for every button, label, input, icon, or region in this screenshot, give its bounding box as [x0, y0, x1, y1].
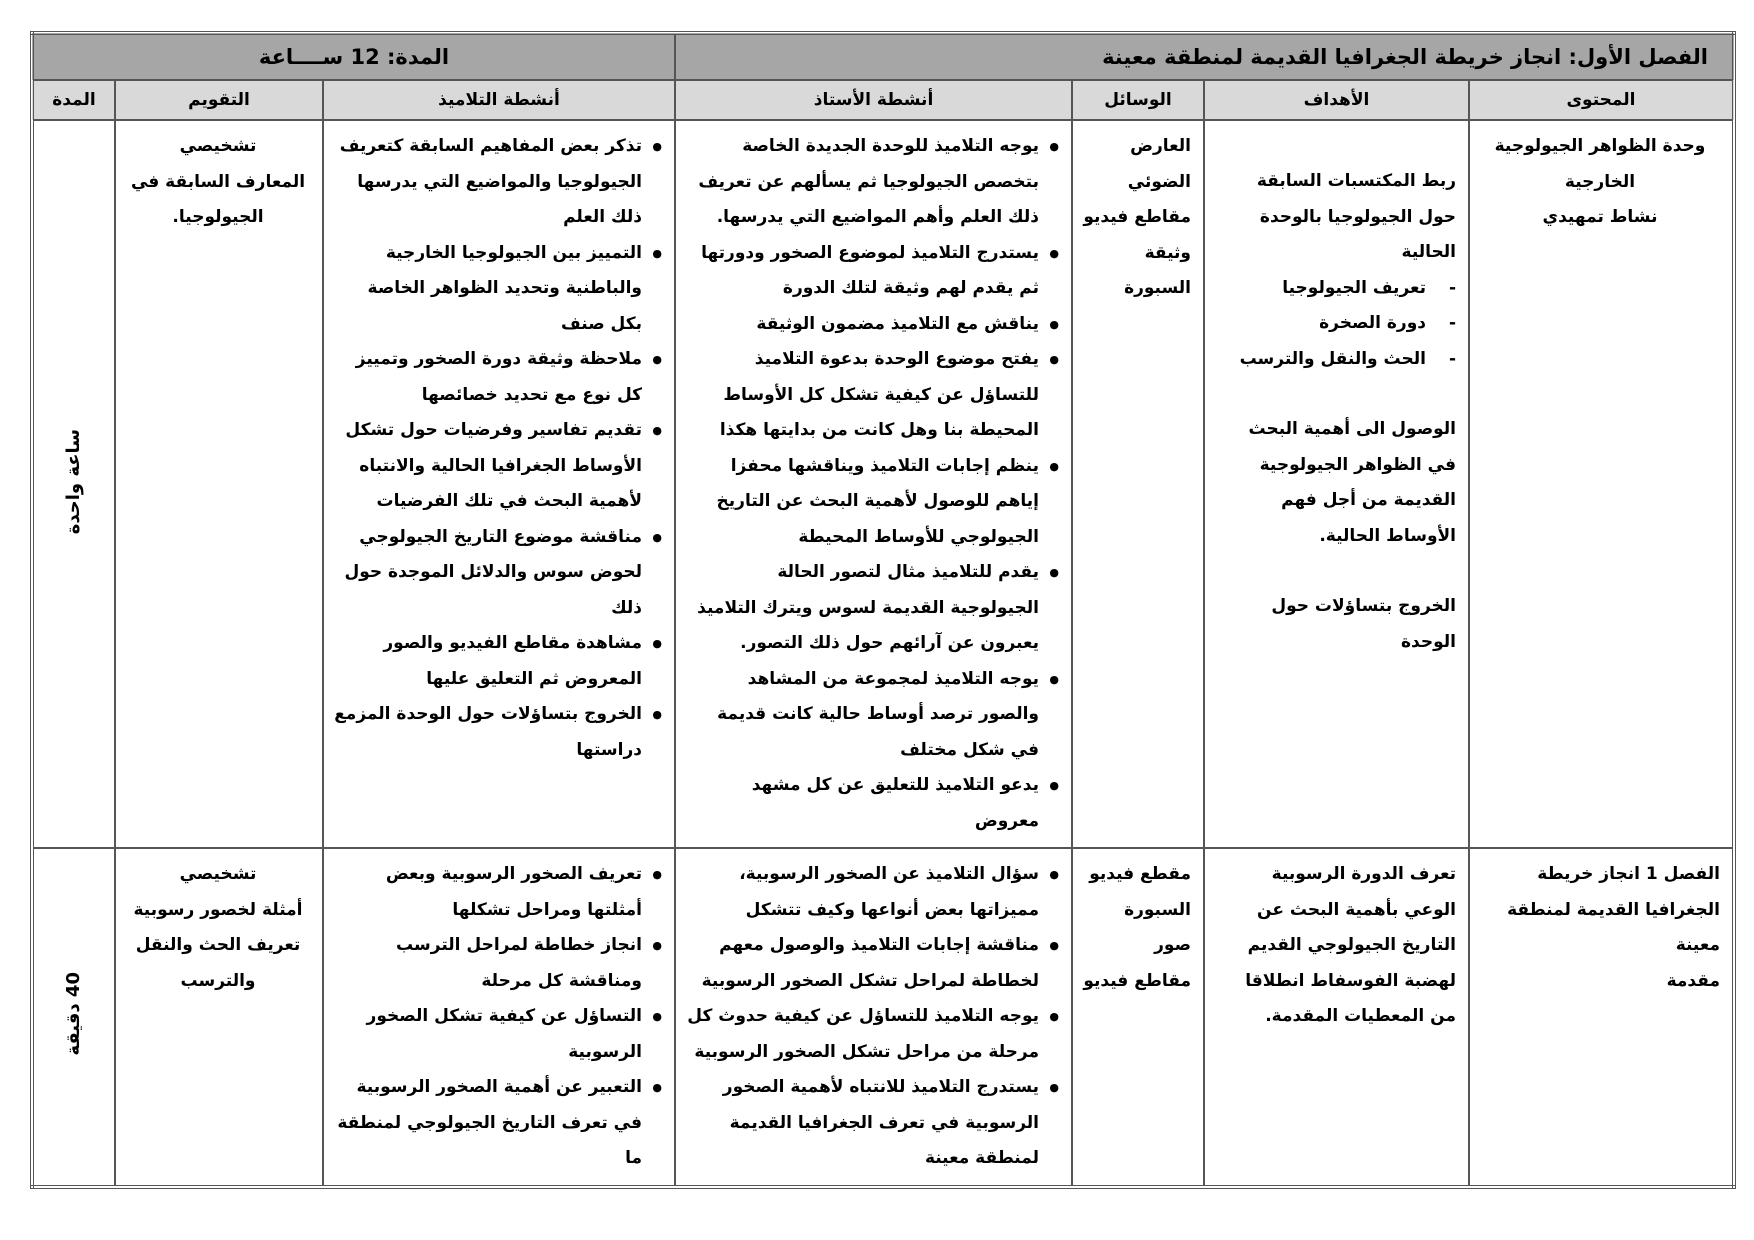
evaluation-line: تشخيصي — [179, 136, 257, 156]
content-line: مقدمة — [1666, 970, 1720, 991]
list-item: ● يفتح موضوع الوحدة بدعوة التلاميذ للتساؤل عن كيفية تشكل كل الأوساط المحيطة بنا وهل كانت من بدايتها هكذا — [686, 342, 1059, 449]
objectives-cell — [1204, 848, 1469, 1187]
duration-label: ساعة واحدة — [63, 428, 85, 535]
content-cell — [1469, 848, 1734, 1187]
list-item: ● تقديم تفاسير وفرضيات حول تشكل الأوساط الجغرافيا الحالية والانتباه لأهمية البحث في تلك الفرضيات — [334, 413, 662, 520]
content-line: الخارجية — [1564, 171, 1636, 192]
evaluation-cell — [115, 848, 323, 1187]
objectives-cell — [1204, 120, 1469, 848]
student-activities-list — [334, 129, 662, 768]
means-item: مقطع فيديو — [1089, 864, 1191, 884]
teacher-activities-list — [686, 857, 1059, 1177]
means-item: السبورة — [1124, 278, 1191, 298]
list-item: ● التعبير عن أهمية الصخور الرسوبية في تعرف التاريخ الجيولوجي لمنطقة ما — [334, 1070, 662, 1177]
header-content: المحتوى — [1469, 80, 1734, 120]
list-item: ● مشاهدة مقاطع الفيديو والصور المعروض ثم التعليق عليها — [334, 626, 662, 697]
means-item: صور — [1154, 935, 1191, 955]
list-item: ● يوجه التلاميذ للوحدة الجديدة الخاصة بتخصص الجيولوجيا ثم يسألهم عن تعريف ذلك العلم وأهم المواضيع التي يدرسها. — [686, 129, 1059, 236]
content-line: الجغرافيا القديمة لمنطقة — [1507, 899, 1720, 920]
list-item: ● انجاز خطاطة لمراحل الترسب ومناقشة كل مرحلة — [334, 928, 662, 999]
list-item: ● يدعو التلاميذ للتعليق عن كل مشهد معروض — [686, 768, 1059, 839]
list-item: ● يستدرج التلاميذ للانتباه لأهمية الصخور الرسوبية في تعرف الجغرافيا القديمة لمنطقة معينة — [686, 1070, 1059, 1177]
evaluation-line: تشخيصي — [179, 864, 257, 884]
lesson-plan-table — [30, 31, 1736, 1189]
objective-paragraph: الوصول الى أهمية البحث في الظواهر الجيولوجية القديمة من أجل فهم الأوساط الحالية. — [1248, 419, 1456, 546]
table-row — [32, 848, 1734, 1187]
title-band — [32, 33, 1734, 80]
means-cell — [1072, 120, 1204, 848]
duration-cell — [32, 848, 115, 1187]
header-evaluation: التقويم — [115, 80, 323, 120]
total-duration: المدة: 12 ســــاعة — [32, 33, 675, 80]
objective-list — [1215, 271, 1456, 378]
evaluation-cell — [115, 120, 323, 848]
means-item: وثيقة — [1144, 242, 1191, 263]
means-item: مقاطع فيديو — [1083, 970, 1191, 991]
teacher-activities-list — [686, 129, 1059, 839]
header-means: الوسائل — [1072, 80, 1204, 120]
list-item: ● يوجه التلاميذ للتساؤل عن كيفية حدوث كل مرحلة من مراحل تشكل الصخور الرسوبية — [686, 999, 1059, 1070]
means-item: العارض — [1130, 136, 1191, 156]
evaluation-line: أمثلة لخصور رسوبية — [133, 899, 303, 920]
list-item: - تعريف الجيولوجيا — [1215, 271, 1456, 307]
list-item: - الحث والنقل والترسب — [1215, 342, 1456, 378]
list-item: ● يقدم للتلاميذ مثال لتصور الحالة الجيولوجية القديمة لسوس ويترك التلاميذ يعبرون عن آرائهم حول ذلك التصور. — [686, 555, 1059, 662]
content-line: الفصل 1 انجاز خريطة — [1537, 864, 1720, 884]
header-duration: المدة — [32, 80, 115, 120]
content-line: وحدة الظواهر الجيولوجية — [1494, 136, 1706, 156]
means-cell — [1072, 848, 1204, 1187]
content-line: نشاط تمهيدي — [1542, 207, 1658, 227]
objective-paragraph: الخروج بتساؤلات حول الوحدة — [1271, 596, 1456, 652]
header-teacher-activities: أنشطة الأستاذ — [675, 80, 1072, 120]
means-item: السبورة — [1124, 899, 1191, 920]
header-objectives: الأهداف — [1204, 80, 1469, 120]
list-item: ● يستدرج التلاميذ لموضوع الصخور ودورتها ثم يقدم لهم وثيقة لتلك الدورة — [686, 236, 1059, 307]
objective-intro: ربط المكتسبات السابقة حول الجيولوجيا بالوحدة الحالية — [1256, 171, 1456, 262]
evaluation-line: الجيولوجيا. — [172, 207, 264, 227]
evaluation-line: المعارف السابقة في — [130, 171, 306, 192]
list-item: - دورة الصخرة — [1215, 306, 1456, 342]
evaluation-line: والترسب — [180, 970, 256, 991]
teacher-activities-cell — [675, 120, 1072, 848]
objective-intro: تعرف الدورة الرسوبية — [1271, 864, 1456, 884]
duration-cell — [32, 120, 115, 848]
column-headers — [32, 80, 1734, 120]
list-item: ● مناقشة موضوع التاريخ الجيولوجي لحوض سوس والدلائل الموجدة حول ذلك — [334, 520, 662, 627]
duration-label: 40 دقيقة — [63, 972, 85, 1057]
table-row — [32, 120, 1734, 848]
list-item: ● التمييز بين الجيولوجيا الخارجية والباطنية وتحديد الظواهر الخاصة بكل صنف — [334, 236, 662, 343]
content-cell — [1469, 120, 1734, 848]
list-item: ● يناقش مع التلاميذ مضمون الوثيقة — [686, 307, 1059, 343]
list-item: ● تذكر بعض المفاهيم السابقة كتعريف الجيولوجيا والمواضيع التي يدرسها ذلك العلم — [334, 129, 662, 236]
list-item: ● ينظم إجابات التلاميذ ويناقشها محفزا إياهم للوصول لأهمية البحث عن التاريخ الجيولوجي للأوساط المحيطة — [686, 449, 1059, 556]
list-item: ● تعريف الصخور الرسوبية وبعض أمثلتها ومراحل تشكلها — [334, 857, 662, 928]
evaluation-line: تعريف الحث والنقل — [135, 935, 301, 955]
student-activities-cell — [323, 120, 675, 848]
list-item: ● ملاحظة وثيقة دورة الصخور وتمييز كل نوع مع تحديد خصائصها — [334, 342, 662, 413]
list-item: ● التساؤل عن كيفية تشكل الصخور الرسوبية — [334, 999, 662, 1070]
student-activities-cell — [323, 848, 675, 1187]
list-item: ● مناقشة إجابات التلاميذ والوصول معهم لخطاطة لمراحل تشكل الصخور الرسوبية — [686, 928, 1059, 999]
content-line: معينة — [1675, 935, 1720, 955]
student-activities-list — [334, 857, 662, 1177]
objective-paragraph: الوعي بأهمية البحث عن التاريخ الجيولوجي القديم لهضبة الفوسفاط انطلاقا من المعطيات المقدمة. — [1245, 899, 1456, 1026]
means-item: مقاطع فيديو — [1083, 207, 1191, 227]
teacher-activities-cell — [675, 848, 1072, 1187]
list-item: ● يوجه التلاميذ لمجموعة من المشاهد والصور ترصد أوساط حالية كانت قديمة في شكل مختلف — [686, 662, 1059, 769]
means-item: الضوئي — [1127, 171, 1191, 192]
header-student-activities: أنشطة التلاميذ — [323, 80, 675, 120]
lesson-plan-sheet — [34, 31, 1736, 1189]
chapter-title: الفصل الأول: انجاز خريطة الجغرافيا القديمة لمنطقة معينة — [675, 33, 1734, 80]
list-item: ● الخروج بتساؤلات حول الوحدة المزمع دراستها — [334, 697, 662, 768]
list-item: ● سؤال التلاميذ عن الصخور الرسوبية، مميزاتها بعض أنواعها وكيف تتشكل — [686, 857, 1059, 928]
